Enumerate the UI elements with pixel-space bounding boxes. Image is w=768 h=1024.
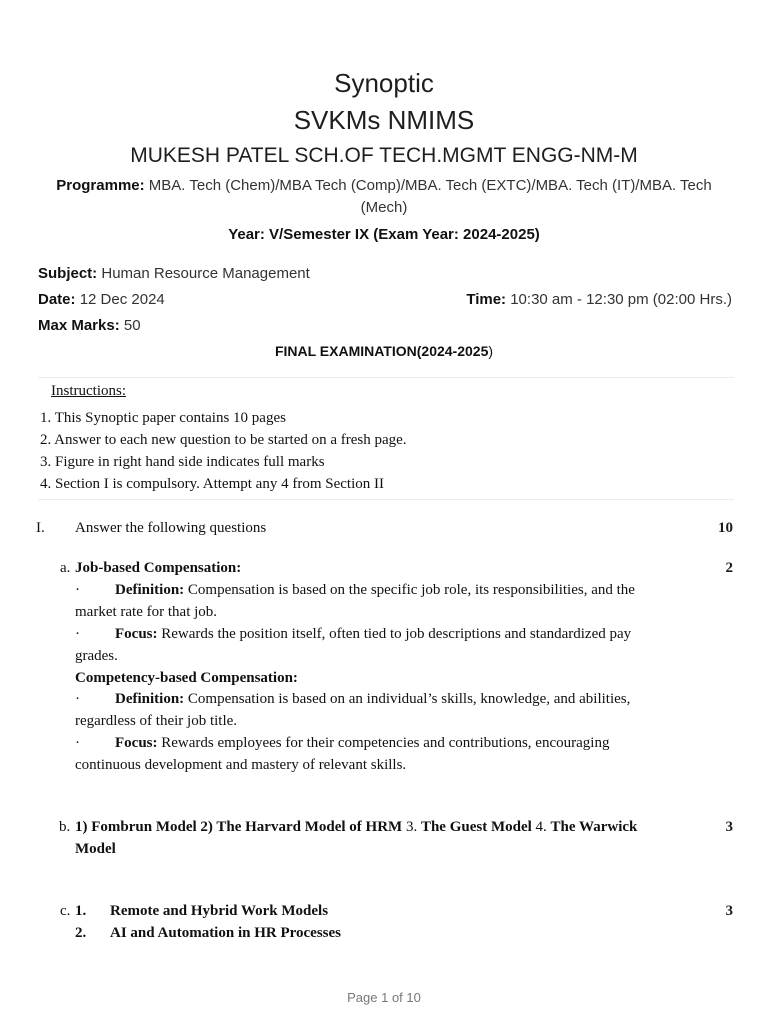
question-label: a. (60, 560, 71, 576)
question-label: c. (60, 903, 71, 919)
programme-value: MBA. Tech (Chem)/MBA Tech (Comp)/MBA. Tech (EXTC)/MBA. Tech (IT)/MBA. Tech (148, 177, 712, 194)
section-numeral: I. (36, 520, 45, 536)
max-marks-value: 50 (123, 317, 141, 334)
instructions-heading: Instructions: (51, 383, 126, 399)
instruction-item: 2. Answer to each new question to be started on a fresh page. (40, 432, 407, 448)
answer-line: · Definition: Compensation is based on the specific job role, its responsibilities, and the (75, 582, 635, 598)
answer-line: Model (75, 841, 116, 857)
answer-line: market rate for that job. (75, 604, 218, 620)
question-marks: 2 (725, 560, 733, 576)
answer-line: · Focus: Rewards the position itself, often tied to job descriptions and standardized pay (75, 626, 632, 642)
date-value: 12 Dec 2024 (79, 291, 165, 308)
answer-line: · Focus: Rewards employees for their competencies and contributions, encouraging (75, 735, 610, 751)
question-marks: 3 (725, 903, 733, 919)
instruction-item: 1. This Synoptic paper contains 10 pages (40, 410, 286, 426)
divider (38, 499, 734, 500)
instruction-item: 4. Section I is compulsory. Attempt any 4 from Section II (40, 476, 384, 492)
question-marks: 3 (725, 819, 733, 835)
answer-line: grades. (75, 648, 118, 664)
max-marks-label: Max Marks: (38, 317, 120, 334)
divider (38, 377, 734, 378)
list-item: 2. AI and Automation in HR Processes (75, 925, 341, 941)
year-semester: Year: V/Semester IX (Exam Year: 2024-2025) (228, 226, 540, 243)
document-title: Synoptic (334, 68, 434, 98)
time-value: 10:30 am - 12:30 pm (02:00 Hrs.) (510, 291, 732, 308)
time-line (466, 291, 732, 308)
answer-heading: Job-based Compensation: (75, 560, 242, 576)
programme-label: Programme: (56, 177, 145, 194)
school-name: MUKESH PATEL SCH.OF TECH.MGMT ENGG-NM-M (130, 144, 638, 167)
date-label: Date: (38, 291, 76, 308)
page-number: Page 1 of 10 (347, 990, 421, 1005)
instruction-item: 3. Figure in right hand side indicates full marks (40, 454, 325, 470)
answer-line: 1) Fombrun Model 2) The Harvard Model of HRM 3. The Guest Model 4. The Warwick (75, 819, 638, 835)
programme-line-2: (Mech) (360, 199, 408, 216)
list-item: 1. Remote and Hybrid Work Models (75, 903, 329, 919)
subject-label: Subject: (38, 265, 98, 282)
answer-line: · Definition: Compensation is based on an individual’s skills, knowledge, and abilities, (75, 691, 631, 707)
section-title: Answer the following questions (75, 520, 267, 536)
time-label: Time: (466, 291, 507, 308)
answer-line: continuous development and mastery of relevant skills. (75, 757, 407, 773)
answer-line: regardless of their job title. (75, 713, 238, 729)
institution-name: SVKMs NMIMS (293, 105, 475, 135)
question-label: b. (59, 819, 71, 835)
answer-heading: Competency-based Compensation: (75, 670, 298, 686)
section-marks: 10 (718, 520, 733, 536)
subject-line (38, 265, 310, 282)
date-line (38, 291, 165, 308)
programme-line (0, 175, 768, 197)
max-marks-line (38, 317, 141, 334)
exam-title: FINAL EXAMINATION(2024-2025) (274, 343, 494, 359)
subject-value: Human Resource Management (101, 265, 310, 282)
